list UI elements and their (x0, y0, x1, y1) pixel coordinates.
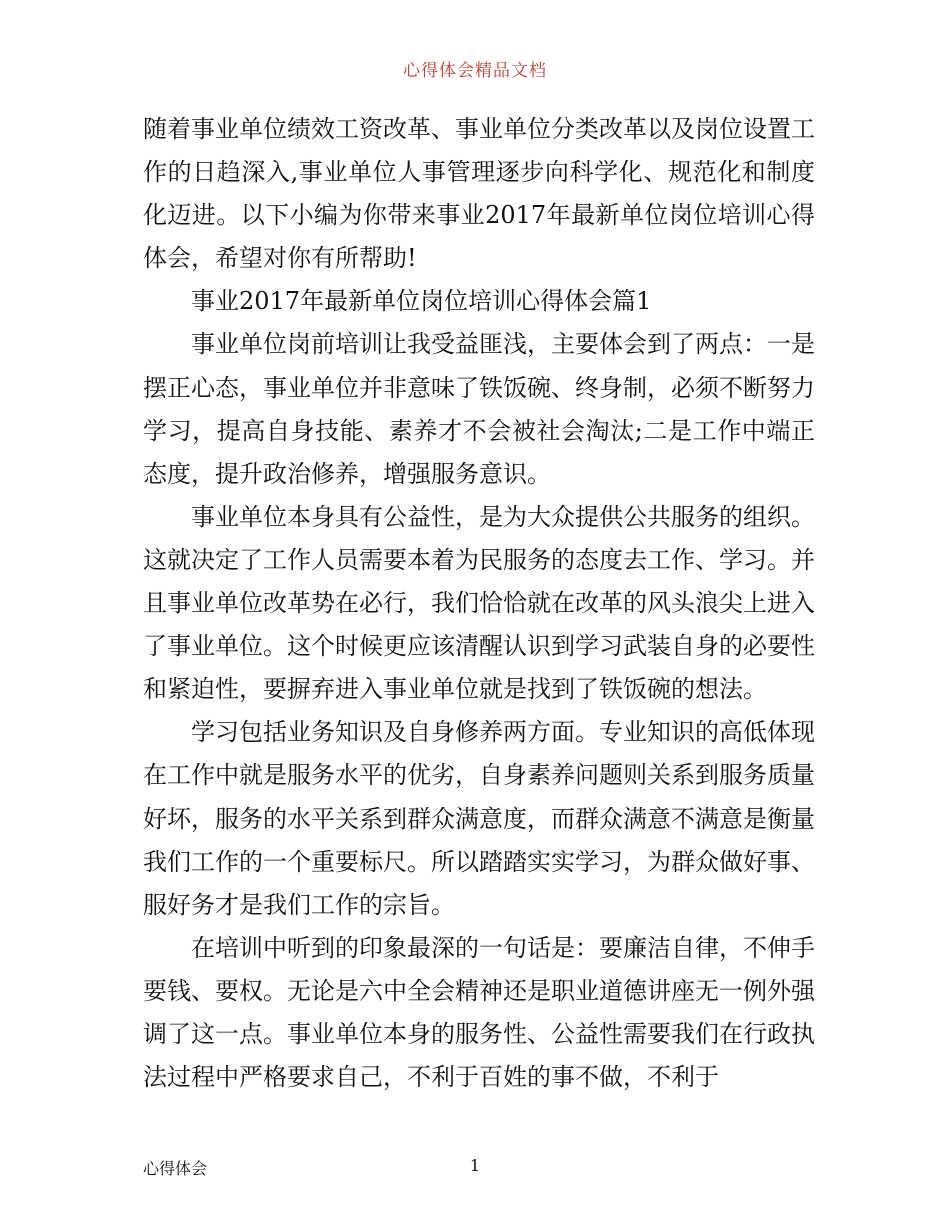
page-number: 1 (469, 1156, 481, 1175)
footer-label: 心得体会 (143, 1159, 208, 1178)
paragraph-intro: 随着事业单位绩效工资改革、事业单位分类改革以及岗位设置工作的日趋深入,事业单位人事管理逐步向科学化、规范化和制度化迈进。以下小编为你带来事业2017年最新单位岗位培训心得体会，希望对你有所帮助! (143, 115, 815, 273)
paragraph: 在培训中听到的印象最深的一句话是：要廉洁自律，不伸手要钱、要权。无论是六中全会精神还是职业道德讲座无一例外强调了这一点。事业单位本身的服务性、公益性需要我们在行政执法过程中严格要求自己，不利于百姓的事不做，不利于 (143, 933, 815, 1092)
document-body (143, 108, 815, 1099)
section-heading: 事业2017年最新单位岗位培训心得体会篇1 (191, 287, 652, 316)
page-header-title: 心得体会精品文档 (403, 61, 547, 81)
paragraph: 事业单位本身具有公益性，是为大众提供公共服务的组织。这就决定了工作人员需要本着为民服务的态度去工作、学习。并且事业单位改革势在必行，我们恰恰就在改革的风头浪尖上进入了事业单位。这个时候更应该清醒认识到学习武装自身的必要性和紧迫性，要摒弃进入事业单位就是找到了铁饭碗的想法。 (143, 502, 815, 704)
paragraph: 学习包括业务知识及自身修养两方面。专业知识的高低体现在工作中就是服务水平的优劣，自身素养问题则关系到服务质量好坏，服务的水平关系到群众满意度，而群众满意不满意是衡量我们工作的一个重要标尺。所以踏踏实实学习，为群众做好事、服好务才是我们工作的宗旨。 (143, 718, 815, 919)
paragraph: 事业单位岗前培训让我受益匪浅，主要体会到了两点：一是摆正心态，事业单位并非意味了铁饭碗、终身制，必须不断努力学习，提高自身技能、素养才不会被社会淘汰;二是工作中端正态度，提升政治修养，增强服务意识。 (143, 330, 815, 488)
